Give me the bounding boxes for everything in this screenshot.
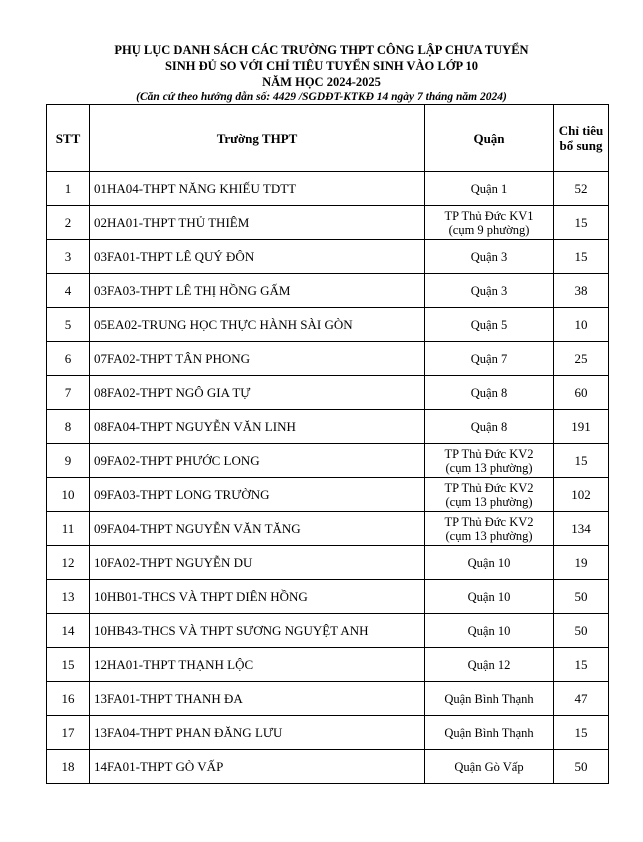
cell-stt: 15 xyxy=(47,648,90,682)
table-row xyxy=(47,376,609,410)
cell-school: 10HB43-THCS VÀ THPT SƯƠNG NGUYỆT ANH xyxy=(90,614,425,648)
cell-district: Quận 7 xyxy=(425,342,554,376)
cell-school: 10HB01-THCS VÀ THPT DIÊN HỒNG xyxy=(90,580,425,614)
table-row xyxy=(47,240,609,274)
cell-school: 12HA01-THPT THẠNH LỘC xyxy=(90,648,425,682)
cell-district: Quận 10 xyxy=(425,614,554,648)
header-district: Quận xyxy=(425,105,554,172)
table-row xyxy=(47,308,609,342)
cell-stt: 5 xyxy=(47,308,90,342)
document-header xyxy=(0,42,643,104)
cell-stt: 10 xyxy=(47,478,90,512)
table-row xyxy=(47,716,609,750)
cell-quota: 50 xyxy=(554,580,609,614)
header-school: Trường THPT xyxy=(90,105,425,172)
table-row xyxy=(47,172,609,206)
table-row xyxy=(47,410,609,444)
table-row xyxy=(47,512,609,546)
cell-quota: 38 xyxy=(554,274,609,308)
cell-school: 08FA04-THPT NGUYỄN VĂN LINH xyxy=(90,410,425,444)
cell-quota: 10 xyxy=(554,308,609,342)
cell-district: TP Thủ Đức KV2 (cụm 13 phường) xyxy=(425,512,554,546)
cell-quota: 102 xyxy=(554,478,609,512)
cell-quota: 60 xyxy=(554,376,609,410)
cell-stt: 17 xyxy=(47,716,90,750)
cell-stt: 9 xyxy=(47,444,90,478)
cell-stt: 16 xyxy=(47,682,90,716)
cell-district: Quận Gò Vấp xyxy=(425,750,554,784)
cell-district: Quận 10 xyxy=(425,546,554,580)
cell-stt: 2 xyxy=(47,206,90,240)
header-stt: STT xyxy=(47,105,90,172)
cell-quota: 25 xyxy=(554,342,609,376)
cell-district: Quận 3 xyxy=(425,240,554,274)
school-table xyxy=(46,104,609,784)
cell-district: Quận 3 xyxy=(425,274,554,308)
cell-quota: 191 xyxy=(554,410,609,444)
cell-quota: 15 xyxy=(554,206,609,240)
document-subtitle: (Căn cứ theo hướng dẫn số: 4429 /SGDĐT-KTKĐ 14 ngày 7 tháng năm 2024) xyxy=(136,91,507,103)
cell-district: TP Thủ Đức KV2 (cụm 13 phường) xyxy=(425,478,554,512)
table-header-row xyxy=(47,105,609,172)
cell-school: 09FA02-THPT PHƯỚC LONG xyxy=(90,444,425,478)
cell-district: Quận 10 xyxy=(425,580,554,614)
title-line-2: SINH ĐỦ SO VỚI CHỈ TIÊU TUYỂN SINH VÀO LỚP 10 xyxy=(164,59,479,73)
table-row xyxy=(47,206,609,240)
cell-quota: 50 xyxy=(554,750,609,784)
header-quota: Chỉ tiêu bổ sung xyxy=(554,105,609,172)
table-row xyxy=(47,682,609,716)
cell-school: 08FA02-THPT NGÔ GIA TỰ xyxy=(90,376,425,410)
cell-district: Quận 1 xyxy=(425,172,554,206)
cell-quota: 15 xyxy=(554,444,609,478)
cell-quota: 19 xyxy=(554,546,609,580)
cell-stt: 3 xyxy=(47,240,90,274)
cell-school: 09FA03-THPT LONG TRƯỜNG xyxy=(90,478,425,512)
cell-district: Quận 12 xyxy=(425,648,554,682)
cell-quota: 134 xyxy=(554,512,609,546)
cell-stt: 14 xyxy=(47,614,90,648)
cell-stt: 1 xyxy=(47,172,90,206)
table-row xyxy=(47,546,609,580)
cell-school: 14FA01-THPT GÒ VẤP xyxy=(90,750,425,784)
cell-quota: 50 xyxy=(554,614,609,648)
cell-school: 05EA02-TRUNG HỌC THỰC HÀNH SÀI GÒN xyxy=(90,308,425,342)
table-row xyxy=(47,444,609,478)
cell-school: 13FA01-THPT THANH ĐA xyxy=(90,682,425,716)
title-line-3: NĂM HỌC 2024-2025 xyxy=(262,75,381,89)
table-row xyxy=(47,614,609,648)
cell-school: 03FA01-THPT LÊ QUÝ ĐÔN xyxy=(90,240,425,274)
cell-stt: 7 xyxy=(47,376,90,410)
cell-school: 01HA04-THPT NĂNG KHIẾU TDTT xyxy=(90,172,425,206)
cell-district: Quận Bình Thạnh xyxy=(425,716,554,750)
cell-district: TP Thủ Đức KV2 (cụm 13 phường) xyxy=(425,444,554,478)
cell-district: Quận 8 xyxy=(425,376,554,410)
cell-quota: 47 xyxy=(554,682,609,716)
cell-school: 02HA01-THPT THỦ THIÊM xyxy=(90,206,425,240)
cell-school: 03FA03-THPT LÊ THỊ HỒNG GẤM xyxy=(90,274,425,308)
title-line-1: PHỤ LỤC DANH SÁCH CÁC TRƯỜNG THPT CÔNG LẬP CHƯA TUYỂN xyxy=(114,43,529,57)
cell-district: Quận 5 xyxy=(425,308,554,342)
cell-district: Quận Bình Thạnh xyxy=(425,682,554,716)
cell-school: 10FA02-THPT NGUYỄN DU xyxy=(90,546,425,580)
table-row xyxy=(47,750,609,784)
cell-stt: 4 xyxy=(47,274,90,308)
cell-school: 07FA02-THPT TÂN PHONG xyxy=(90,342,425,376)
table-row xyxy=(47,648,609,682)
cell-stt: 6 xyxy=(47,342,90,376)
cell-district: TP Thủ Đức KV1 (cụm 9 phường) xyxy=(425,206,554,240)
cell-quota: 52 xyxy=(554,172,609,206)
cell-district: Quận 8 xyxy=(425,410,554,444)
table-row xyxy=(47,274,609,308)
cell-stt: 12 xyxy=(47,546,90,580)
table-row xyxy=(47,580,609,614)
cell-stt: 11 xyxy=(47,512,90,546)
cell-school: 13FA04-THPT PHAN ĐĂNG LƯU xyxy=(90,716,425,750)
cell-stt: 18 xyxy=(47,750,90,784)
cell-stt: 8 xyxy=(47,410,90,444)
cell-school: 09FA04-THPT NGUYỄN VĂN TĂNG xyxy=(90,512,425,546)
table-row xyxy=(47,478,609,512)
cell-quota: 15 xyxy=(554,240,609,274)
cell-stt: 13 xyxy=(47,580,90,614)
cell-quota: 15 xyxy=(554,648,609,682)
table-row xyxy=(47,342,609,376)
cell-quota: 15 xyxy=(554,716,609,750)
